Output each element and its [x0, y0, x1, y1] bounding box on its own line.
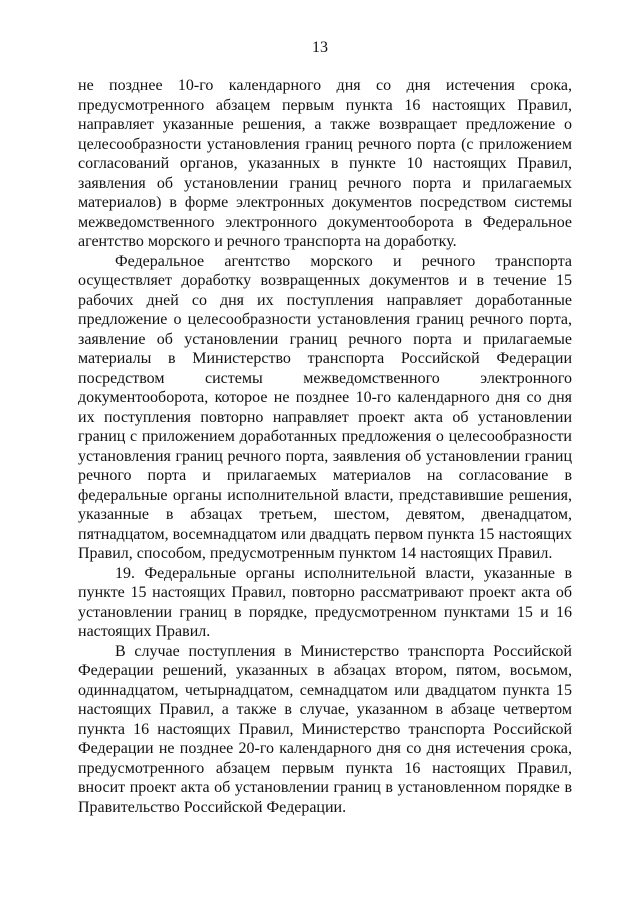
paragraph-item-19: 19. Федеральные органы исполнительной власти, указанные в пункте 15 настоящих Правил, повторно рассматривают проект акта об установлении границ в порядке, предусмотренном пунктами 15 и 16 настоящих Правил. — [78, 564, 572, 640]
page-number: 13 — [312, 39, 328, 56]
paragraph-submission-to-government: В случае поступления в Министерство транспорта Российской Федерации решений, указанных в абзацах втором, пятом, восьмом, одиннадцатом, четырнадцатом, семнадцатом или двадцатом пункта 15 настоящих Правил, а также в случае, указанном в абзаце четвертом пункта 16 настоящих Правил, Министерство транспорта Российской Федерации не позднее 20-го календарного дня со дня истечения срока, предусмотренного абзацем первым пункта 16 настоящих Правил, вносит проект акта об установлении границ в установленном порядке в Правительство Российской Федерации. — [78, 642, 572, 816]
paragraph-continuation: не позднее 10-го календарного дня со дня истечения срока, предусмотренного абзацем первым пункта 16 настоящих Правил, направляет указанные решения, а также возвращает предложение о целесообразности установления границ речного порта (с приложением согласований органов, указанных в пункте 10 настоящих Правил, заявления об установлении границ речного порта и прилагаемых материалов) в форме электронных документов посредством системы межведомственного электронного документооборота в Федеральное агентство морского и речного транспорта на доработку. — [78, 77, 572, 250]
document-body — [78, 76, 572, 817]
paragraph-agency-revision: Федеральное агентство морского и речного транспорта осуществляет доработку возвращенных документов и в течение 15 рабочих дней со дня их поступления направляет доработанные предложение о целесообразности установления границ речного порта, заявление об установлении границ речного порта и прилагаемые материалы в Министерство транспорта Российской Федерации посредством системы межведомственного электронного документооборота, которое не позднее 10-го календарного дня со дня их поступления повторно направляет проект акта об установлении границ с приложением доработанных предложения о целесообразности установления границ речного порта, заявления об установлении границ речного порта и прилагаемых материалов на согласование в федеральные органы исполнительной власти, представившие решения, указанные в абзацах третьем, шестом, девятом, двенадцатом, пятнадцатом, восемнадцатом или двадцать первом пункта 15 настоящих Правил, способом, предусмотренным пунктом 14 настоящих Правил. — [78, 252, 572, 562]
